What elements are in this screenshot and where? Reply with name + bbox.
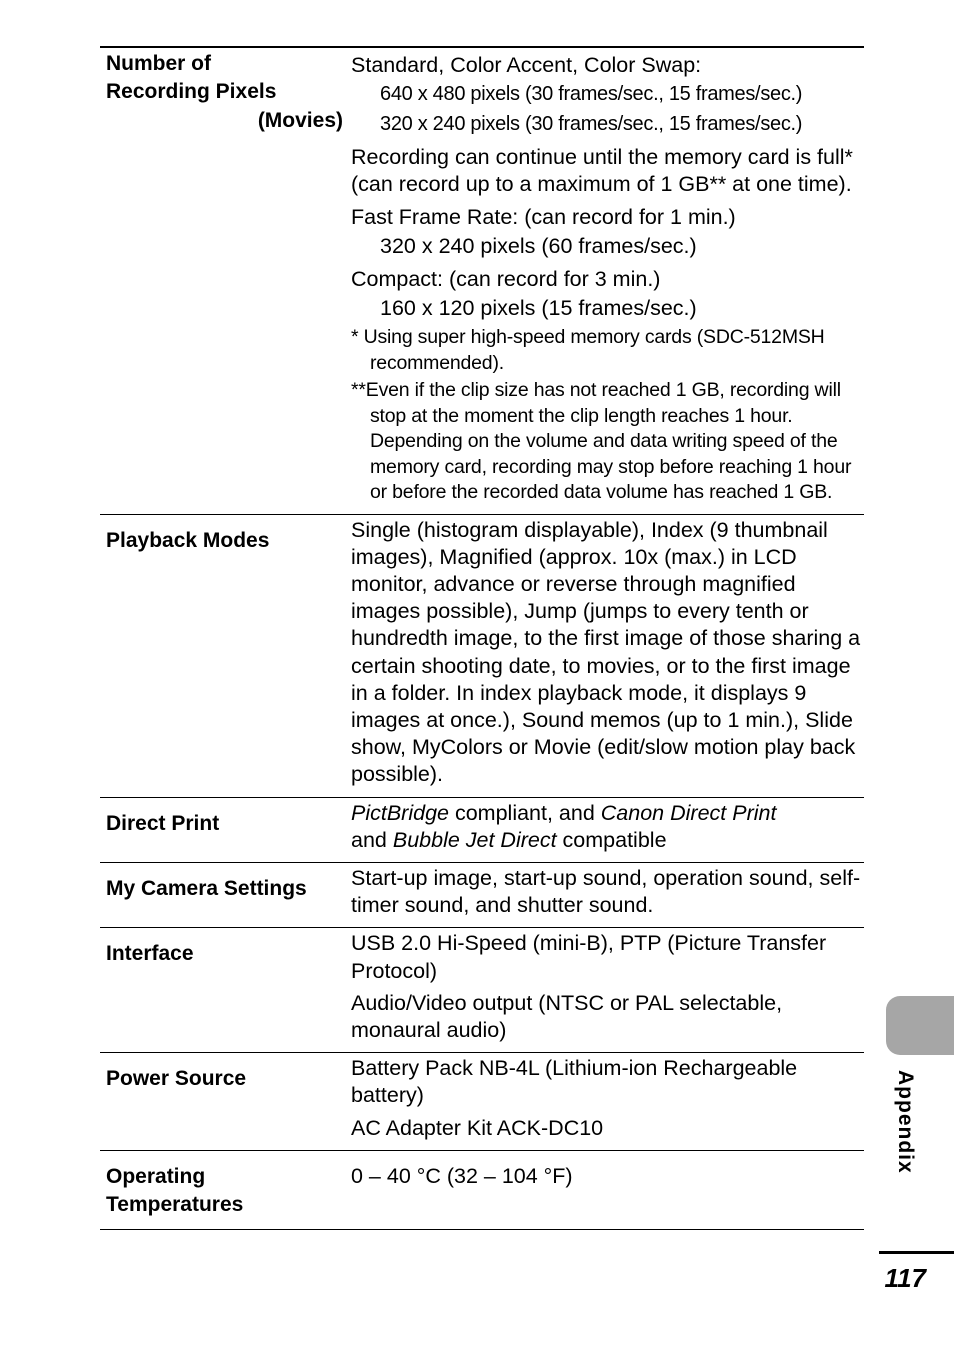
spec-label: Playback Modes — [106, 528, 270, 552]
spec-row-my-camera-settings — [100, 862, 864, 927]
label-line: Operating — [106, 1164, 206, 1188]
spec-label — [100, 1150, 351, 1229]
spec-value — [351, 928, 864, 1053]
footnote: * Using super high-speed memory cards (SDC-512MSH recommended). — [351, 326, 825, 374]
spec-text: 640 x 480 pixels (30 frames/sec., 15 frames/sec.) — [380, 83, 803, 106]
spec-text: Compact: (can record for 3 min.) — [351, 266, 661, 291]
spec-text: Battery Pack NB-4L (Lithium-ion Rechargeable battery) — [351, 1056, 798, 1108]
spec-text: 320 x 240 pixels (60 frames/sec.) — [380, 233, 697, 258]
spec-text: Fast Frame Rate: (can record for 1 min.) — [351, 204, 736, 229]
spec-row-direct-print — [100, 797, 864, 862]
spec-row-playback-modes — [100, 514, 864, 797]
spec-text: Standard, Color Accent, Color Swap: — [351, 53, 702, 77]
spec-text: Single (histogram displayable), Index (9 thumbnail images), Magnified (approx. 10x (max.) in LCD monitor, advance or reverse through magnified images possible), Jump (jumps to every tenth or hundredth image, to the first image of those sharing a certain shooting date, to movies, or to the first image in a folder. In index playback mode, it displays 9 images at once.), Sound memos (up to 1 min.), Slide show, MyColors or Movie (edit/slow motion play back possible). — [351, 517, 861, 787]
spec-text: 320 x 240 pixels (30 frames/sec., 15 frames/sec.) — [380, 113, 803, 136]
spec-label: Direct Print — [106, 811, 220, 835]
spec-label: My Camera Settings — [106, 876, 307, 900]
spec-value — [351, 1150, 864, 1229]
standard-name: PictBridge — [351, 800, 449, 825]
spec-text: Start-up image, start-up sound, operation sound, self-timer sound, and shutter sound. — [351, 865, 861, 918]
standard-name: Bubble Jet Direct — [392, 827, 557, 852]
spec-value — [351, 514, 864, 797]
spec-row-interface — [100, 928, 864, 1053]
appendix-tab-label: Appendix — [894, 1070, 917, 1174]
appendix-tab-marker — [886, 996, 954, 1055]
spec-text — [351, 800, 862, 854]
spec-row-operating-temperatures — [100, 1150, 864, 1229]
spec-text: AC Adapter Kit ACK-DC10 — [351, 1115, 604, 1140]
spec-text: 160 x 120 pixels (15 frames/sec.) — [380, 296, 697, 321]
footnote: **Even if the clip size has not reached 1 GB, recording will stop at the moment the clip length reaches 1 hour. Depending on the volume and data writing speed of the memory card, recording may stop before reaching 1 hour or before the recorded data volume has reached 1 GB. — [351, 379, 852, 504]
spec-text: USB 2.0 Hi-Speed (mini-B), PTP (Picture Transfer Protocol) — [351, 931, 827, 983]
label-line: Number of — [106, 52, 211, 75]
label-line: (Movies) — [257, 109, 343, 132]
page-number-rule — [879, 1251, 954, 1254]
label-line: Temperatures — [106, 1192, 244, 1216]
text-span: and — [351, 827, 393, 852]
text-span: compatible — [556, 827, 667, 852]
spec-text: Audio/Video output (NTSC or PAL selectable, monaural audio) — [351, 990, 783, 1042]
spec-label: Interface — [106, 942, 194, 966]
spec-label: Power Source — [106, 1067, 247, 1091]
spec-value — [351, 797, 864, 862]
label-line: Recording Pixels — [106, 80, 277, 103]
specifications-table — [100, 46, 864, 1230]
spec-text: 0 – 40 °C (32 – 104 °F) — [351, 1163, 573, 1188]
spec-text: Recording can continue until the memory card is full* (can record up to a maximum of 1 GB** at one time). — [351, 145, 853, 197]
spec-value — [351, 862, 864, 927]
spec-value — [351, 47, 864, 514]
text-span: compliant, and — [449, 800, 601, 825]
spec-value — [351, 1053, 864, 1151]
spec-label — [100, 47, 351, 514]
spec-row-movie-pixels — [100, 47, 864, 514]
standard-name: Canon Direct Print — [600, 800, 777, 825]
spec-row-power-source — [100, 1053, 864, 1151]
page-number: 117 — [884, 1263, 926, 1293]
